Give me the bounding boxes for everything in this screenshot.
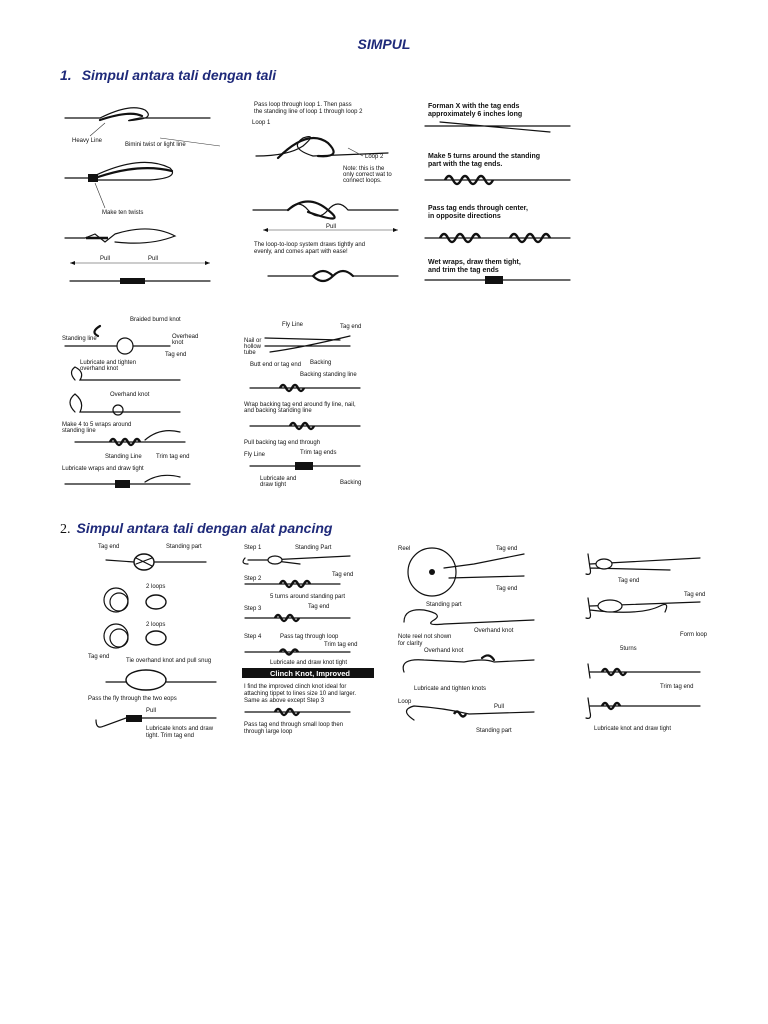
clinch-trim-tag: Trim tag end	[324, 642, 358, 648]
loop-note-3: connect loops.	[343, 178, 382, 184]
blood-step1-line2: approximately 6 inches long	[428, 111, 523, 118]
braided-label-13: Lubricate wraps and draw tight	[62, 466, 144, 472]
bimini-label-heavy-line: Heavy Line	[72, 138, 103, 144]
clinch-banner: Clinch Knot, Improved	[270, 669, 351, 678]
snell-label-form-loop: Form loop	[680, 632, 708, 638]
nail-label-5: tube	[244, 350, 256, 356]
bimini-label-pull-right: Pull	[148, 256, 159, 262]
clinch-note-2: attaching tippet to lines size 10 and larger.	[244, 691, 357, 697]
nail-label-4: hollow	[244, 344, 262, 350]
nail-label-16: Backing	[340, 480, 362, 486]
clinch-note-1: I find the improved clinch knot ideal for	[244, 684, 347, 690]
section-2-heading	[60, 520, 332, 538]
loop-caption-bottom-2: evenly, and comes apart with ease!	[254, 249, 348, 255]
braided-label-7: overhand knot	[80, 366, 119, 372]
nail-label-10: and backing standing line	[244, 408, 312, 414]
braided-label-11: Standing Line	[105, 454, 142, 460]
arbor-label-lubricate: Lubricate and tighten knots	[414, 686, 487, 692]
arbor-label-standing-part: Standing part	[426, 602, 462, 608]
clinch-step3: Step 3	[244, 606, 262, 612]
blood-step1-line1: Forman X with the tag ends	[428, 103, 520, 110]
clinch-note-3: Same as above except Step 3	[244, 698, 325, 704]
clinch-standing-part: Standing Part	[295, 545, 332, 551]
palomar-label-8: Pull	[146, 708, 157, 714]
figure-bimini-twist	[60, 98, 235, 290]
braided-label-9: Make 4 to 5 wraps around	[62, 422, 132, 428]
clinch-lubricate: Lubricate and draw knot tight	[270, 660, 348, 666]
blood-step2-line2: part with the tag ends.	[428, 161, 503, 168]
nail-label-15: draw tight	[260, 482, 287, 488]
clinch-tag-end-1: Tag end	[332, 572, 354, 578]
palomar-label-4: 2 loops	[146, 622, 166, 628]
section-1-number: 1.	[60, 67, 72, 83]
figure-palomar-knot	[86, 540, 228, 740]
loop-label-loop2: Loop 2	[365, 154, 384, 160]
nail-label-7: Butt end or tag end	[250, 362, 302, 368]
braided-label-2: Standing line	[62, 336, 97, 342]
clinch-step2: Step 2	[244, 576, 262, 582]
nail-label-9: Wrap backing tag end around fly line, nail,	[244, 402, 356, 408]
arbor-label-loop: Loop	[398, 699, 412, 705]
section-1-heading	[60, 67, 276, 83]
arbor-note-2: for clarity	[398, 641, 423, 647]
palomar-label-3: 2 loops	[146, 584, 166, 590]
section-2-number: 2.	[60, 522, 71, 537]
loop-caption-top-2: the standing line of loop 1 through loop 2	[254, 109, 363, 115]
arbor-label-tag-end-1: Tag end	[496, 546, 518, 552]
palomar-label-5: Tag end	[88, 654, 110, 660]
figure-clinch-knot	[240, 540, 380, 740]
clinch-step4: Step 4	[244, 634, 262, 640]
blood-step3-line1: Pass tag ends through center,	[428, 205, 528, 212]
section-1-title: Simpul antara tali dengan tali	[81, 67, 277, 83]
blood-step4-line2: and trim the tag ends	[428, 267, 499, 274]
braided-label-6: Lubricate and tighten	[80, 360, 137, 366]
page-title: SIMPUL	[357, 36, 411, 52]
palomar-label-7: Pass the fly through the two eops	[88, 696, 177, 702]
blood-step2-line1: Make 5 turns around the standing	[428, 153, 541, 160]
nail-label-8: Backing standing line	[300, 372, 357, 378]
figure-nail-knot	[240, 318, 370, 490]
palomar-label-6: Tie overhand knot and pull snug	[126, 658, 212, 664]
snell-label-tag-end-2: Tag end	[684, 592, 706, 598]
nail-label-14: Lubricate and	[260, 476, 297, 482]
loop-note-1: Note: this is the	[343, 166, 385, 172]
arbor-label-tag-end-2: Tag end	[496, 586, 518, 592]
arbor-label-overhand-1: Overhand knot	[474, 628, 514, 634]
clinch-pass-tag: Pass tag through loop	[280, 634, 339, 640]
nail-label-13: Trim tag ends	[300, 450, 337, 456]
snell-label-tag-end-1: Tag end	[618, 578, 640, 584]
arbor-label-standing-part-2: Standing part	[476, 728, 512, 734]
loop-label-pull: Pull	[326, 224, 337, 230]
snell-label-trim: Trim tag end	[660, 684, 694, 690]
clinch-caption-bottom-1: Pass tag end through small loop then	[244, 722, 344, 728]
snell-label-lubricate: Lubricate knot and draw tight	[594, 726, 672, 732]
braided-label-3: Overhead	[172, 334, 199, 340]
braided-label-10: standing line	[62, 428, 96, 434]
bimini-label-pull-left: Pull	[100, 256, 111, 262]
palomar-label-10: tight. Trim tag end	[146, 733, 195, 739]
braided-label-1: Braided burnd knot	[130, 317, 181, 323]
palomar-label-9: Lubricate knots and draw	[146, 726, 214, 732]
nail-label-11: Pull backing tag end through	[244, 440, 321, 446]
loop-caption-top-1: Pass loop through loop 1. Then pass	[254, 102, 352, 108]
braided-label-8: Overhand knot	[110, 392, 150, 398]
arbor-label-overhand-2: Overhand knot	[424, 648, 464, 654]
braided-label-12: Trim tag end	[156, 454, 190, 460]
figure-braided-loop	[60, 312, 200, 492]
loop-caption-bottom-1: The loop-to-loop system draws tightly and	[254, 242, 366, 248]
nail-label-12: Fly Line	[244, 452, 266, 458]
blood-step3-line2: in opposite directions	[428, 213, 501, 220]
arbor-label-pull: Pull	[494, 704, 505, 710]
loop-label-loop1: Loop 1	[252, 120, 271, 126]
arbor-note-1: Note reel not shown	[398, 634, 452, 640]
braided-label-4: knot	[172, 340, 184, 346]
clinch-five-turns: 5 turns around standing part	[270, 594, 346, 600]
figure-blood-knot	[420, 98, 580, 288]
section-2-title: Simpul antara tali dengan alat pancing	[76, 520, 333, 536]
nail-label-2: Tag end	[340, 324, 362, 330]
snell-label-turns: 5turns	[620, 646, 637, 652]
figure-loop-to-loop	[248, 98, 413, 288]
palomar-label-1: Tag end	[98, 544, 120, 550]
clinch-caption-bottom-2: through large loop	[244, 729, 293, 735]
clinch-tag-end-2: Tag end	[308, 604, 330, 610]
blood-step4-line1: Wet wraps, draw them tight,	[428, 259, 521, 266]
nail-label-3: Nail or	[244, 338, 262, 344]
bimini-label-light-line: Bimini twist or light line	[125, 142, 186, 148]
figure-snell-knot	[580, 546, 710, 736]
palomar-label-2: Standing part	[166, 544, 202, 550]
clinch-step1: Step 1	[244, 545, 262, 551]
braided-label-5: Tag end	[165, 352, 187, 358]
loop-note-2: only correct wat to	[343, 172, 392, 178]
nail-label-6: Backing	[310, 360, 332, 366]
arbor-label-reel: Reel	[398, 546, 411, 552]
figure-arbor-knot	[394, 540, 544, 740]
nail-label-1: Fly Line	[282, 322, 304, 328]
bimini-label-twists: Make ten twists	[102, 210, 144, 216]
